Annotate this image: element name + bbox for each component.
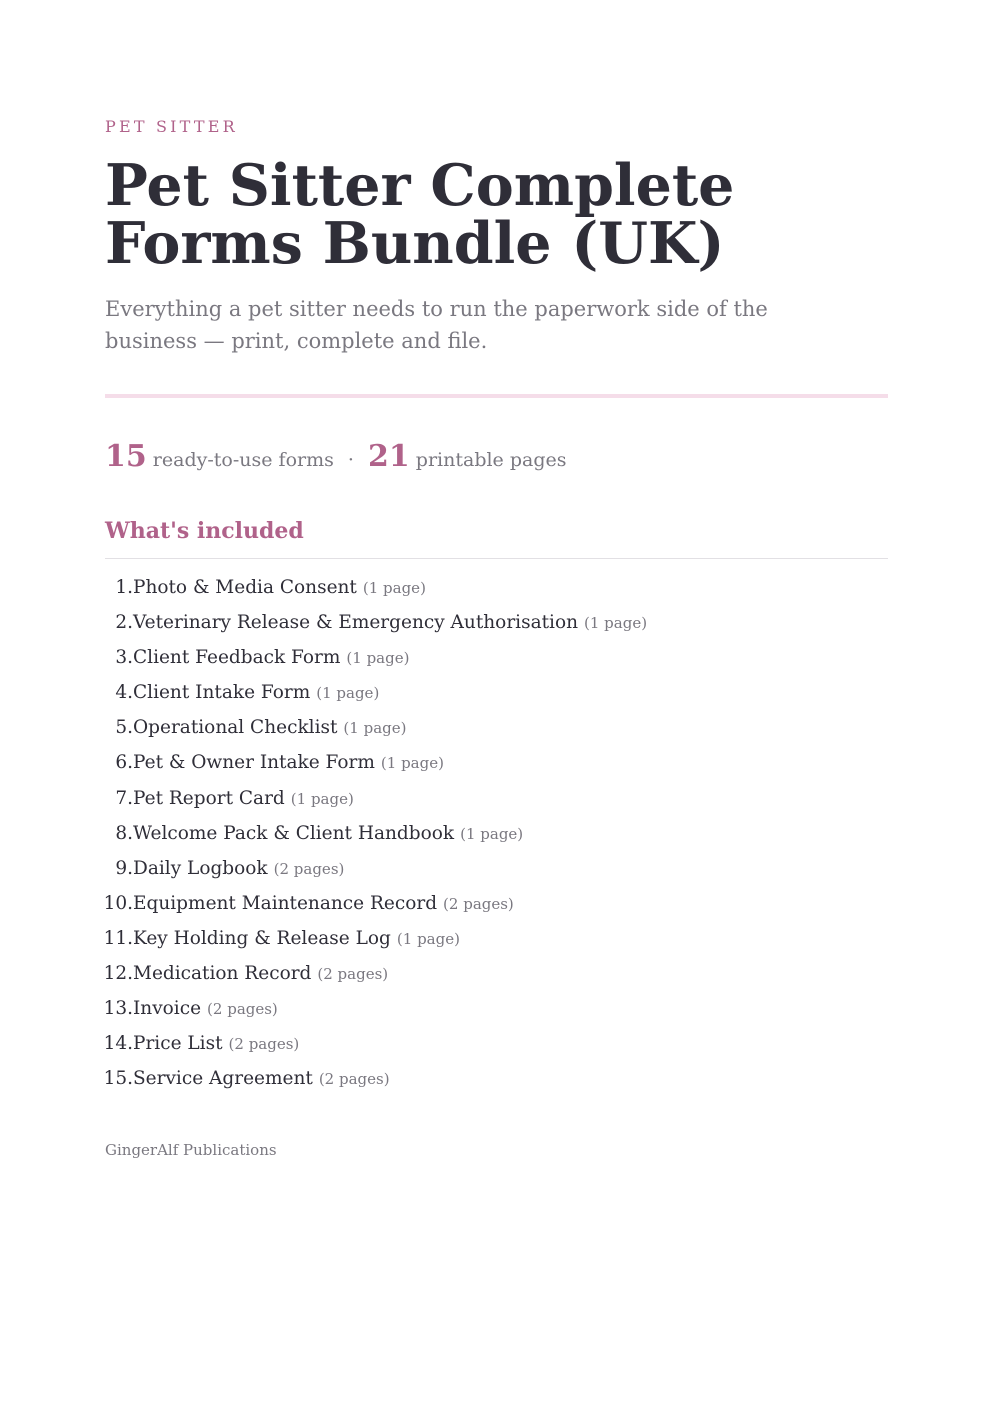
list-item-number: 8. — [115, 822, 133, 844]
list-item — [105, 1026, 888, 1061]
list-item — [105, 1061, 888, 1096]
form-title: Welcome Pack & Client Handbook — [133, 822, 455, 844]
included-section-title: What's included — [105, 518, 304, 544]
form-title: Invoice — [133, 998, 202, 1020]
list-item-name — [133, 745, 444, 781]
document-title — [105, 152, 888, 277]
form-title: Service Agreement — [133, 1068, 313, 1090]
form-title: Price List — [133, 1033, 223, 1055]
list-item-number: 2. — [115, 612, 133, 634]
list-item-name — [133, 851, 344, 887]
list-item-name — [133, 816, 523, 852]
form-title: Key Holding & Release Log — [133, 927, 391, 949]
list-item-name — [133, 605, 647, 641]
forms-label: ready-to-use forms — [152, 449, 334, 471]
list-item-number: 10. — [103, 892, 133, 914]
list-item — [105, 605, 888, 640]
section-divider — [105, 558, 888, 559]
list-item-number: 11. — [103, 927, 133, 949]
list-item — [105, 745, 888, 780]
title-line-1: Pet Sitter Complete — [105, 152, 735, 219]
list-item-number: 6. — [115, 752, 133, 774]
form-page-count: (2 pages) — [318, 1070, 390, 1089]
form-page-count: (2 pages) — [228, 1035, 300, 1054]
form-page-count: (1 page) — [362, 579, 426, 597]
form-title: Client Feedback Form — [133, 647, 341, 669]
list-item-name — [133, 675, 379, 711]
list-item-number: 5. — [115, 717, 133, 739]
forms-list — [105, 570, 888, 1096]
list-item — [105, 921, 888, 956]
list-item — [105, 781, 888, 816]
form-page-count: (1 page) — [380, 754, 444, 773]
list-item-name — [133, 570, 426, 606]
publisher-footer: GingerAlf Publications — [105, 1141, 277, 1159]
list-item — [105, 851, 888, 886]
list-item-name — [133, 1026, 299, 1062]
category-eyebrow: PET SITTER — [105, 117, 238, 136]
list-item — [105, 570, 888, 605]
list-item-name — [133, 956, 388, 992]
form-title: Pet Report Card — [133, 787, 285, 809]
form-title: Operational Checklist — [133, 717, 338, 739]
header-divider — [105, 394, 888, 398]
list-item-number: 4. — [115, 682, 133, 704]
list-item — [105, 816, 888, 851]
form-title: Photo & Media Consent — [133, 577, 357, 598]
subtitle-line-2: business — print, complete and file. — [105, 329, 488, 353]
list-item — [105, 640, 888, 675]
list-item-number: 13. — [103, 998, 133, 1020]
list-item-name — [133, 886, 514, 922]
bundle-stats — [105, 437, 567, 480]
list-item-number: 3. — [115, 647, 133, 669]
list-item-name — [133, 921, 460, 957]
list-item — [105, 710, 888, 745]
form-page-count: (1 page) — [584, 614, 648, 633]
list-item — [105, 675, 888, 710]
form-title: Veterinary Release & Emergency Authorisation — [133, 612, 579, 634]
list-item — [105, 886, 888, 921]
list-item-number: 1. — [115, 577, 133, 598]
form-title: Pet & Owner Intake Form — [133, 752, 375, 774]
subtitle-line-1: Everything a pet sitter needs to run the paperwork side of the — [105, 297, 768, 321]
stats-separator: · — [347, 449, 354, 471]
form-page-count: (1 page) — [290, 789, 354, 808]
document-subtitle — [105, 293, 888, 357]
form-page-count: (1 page) — [460, 824, 524, 843]
form-title: Client Intake Form — [133, 682, 311, 704]
list-item-name — [133, 1061, 390, 1097]
form-page-count: (1 page) — [343, 719, 407, 738]
list-item-name — [133, 781, 354, 817]
form-page-count: (1 page) — [316, 684, 380, 703]
list-item-name — [133, 640, 409, 676]
pages-count: 21 — [368, 439, 410, 474]
list-item — [105, 956, 888, 991]
list-item-number: 12. — [103, 963, 133, 985]
form-title: Equipment Maintenance Record — [133, 892, 438, 914]
list-item-number: 9. — [115, 857, 133, 879]
list-item-number: 14. — [103, 1033, 133, 1055]
forms-count: 15 — [105, 439, 147, 474]
list-item-name — [133, 991, 278, 1027]
title-line-2: Forms Bundle (UK) — [105, 210, 725, 277]
form-page-count: (2 pages) — [443, 894, 514, 913]
form-page-count: (1 page) — [396, 929, 460, 948]
list-item-name — [133, 710, 406, 746]
pages-label: printable pages — [415, 449, 567, 471]
form-page-count: (2 pages) — [207, 1000, 278, 1019]
list-item-number: 15. — [103, 1068, 133, 1090]
form-page-count: (2 pages) — [317, 965, 389, 984]
form-title: Daily Logbook — [133, 857, 268, 879]
list-item — [105, 991, 888, 1026]
form-title: Medication Record — [133, 963, 312, 985]
form-page-count: (2 pages) — [273, 859, 345, 878]
form-page-count: (1 page) — [346, 649, 410, 668]
list-item-number: 7. — [115, 787, 133, 809]
